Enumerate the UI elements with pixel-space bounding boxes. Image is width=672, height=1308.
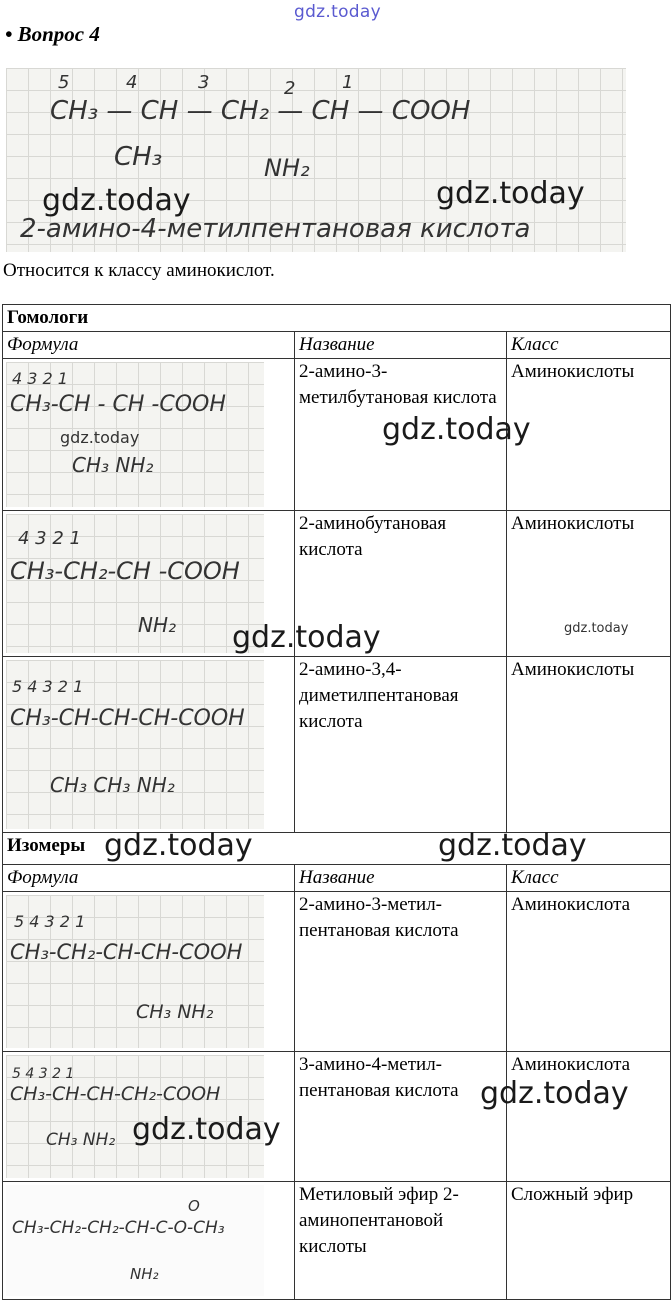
formula-substituents: CH₃ NH₂ [72, 453, 154, 477]
formula-main-chain: CH₃-CH-CH-CH₂-COOH [10, 1083, 221, 1105]
class-sentence: Относится к классу аминокислот. [3, 260, 275, 281]
watermark-row5: gdz.today [480, 1076, 629, 1111]
main-formula-branch-ch3: CH₃ [114, 142, 163, 172]
compound-name: 2-амино-3-метилбутановая кислота [295, 359, 507, 511]
compound-class: Сложный эфир [507, 1182, 671, 1300]
main-formula-branch-nh2: NH₂ [264, 154, 310, 182]
compound-name: Метиловый эфир 2-аминопентановой кислоты [295, 1182, 507, 1300]
col-class-header: Класс [507, 865, 671, 892]
watermark-isomers-right: gdz.today [438, 828, 587, 863]
formula-image [3, 1182, 295, 1300]
col-name-header: Название [295, 865, 507, 892]
formula-main-chain: CH₃-CH₂-CH₂-CH-C-O-CH₃ [12, 1218, 225, 1238]
compound-class: Аминокислоты [507, 511, 671, 657]
main-formula-carbon-2: 2 [284, 78, 296, 99]
main-formula-carbon-3: 3 [198, 72, 210, 93]
formula-substituents: CH₃ CH₃ NH₂ [50, 773, 175, 797]
formula-main-chain: CH₃-CH₂-CH-CH-COOH [10, 940, 243, 964]
formula-numbers: 4 3 2 1 [12, 369, 68, 388]
formula-main-chain: CH₃-CH-CH-CH-COOH [10, 706, 245, 731]
formula-image [3, 359, 295, 511]
watermark-row1: gdz.today [382, 412, 531, 447]
formula-numbers: 5 4 3 2 1 [14, 912, 86, 931]
col-formula-header: Формула [3, 865, 295, 892]
main-formula-carbon-4: 4 [126, 72, 138, 93]
table-row [3, 1182, 671, 1300]
col-class-header: Класс [507, 332, 671, 359]
main-formula-carbon-1: 1 [342, 72, 354, 93]
main-formula-name: 2-амино-4-метилпентановая кислота [20, 214, 531, 244]
table-header-row [3, 332, 671, 359]
formula-image [3, 892, 295, 1052]
watermark-top: gdz.today [294, 2, 381, 22]
formula-numbers: 5 4 3 2 1 [12, 1066, 75, 1082]
col-name-header: Название [295, 332, 507, 359]
compound-name: 2-амино-3,4-диметилпентановая кислота [295, 657, 507, 833]
formula-main-chain: CH₃-CH₂-CH -COOH [10, 557, 240, 585]
homologs-isomers-table [2, 304, 671, 1300]
col-formula-header: Формула [3, 332, 295, 359]
watermark-small: gdz.today [564, 621, 629, 636]
compound-name: 2-амино-3-метил-пентановая кислота [295, 892, 507, 1052]
table-row [3, 892, 671, 1052]
compound-class: Аминокислоты [507, 657, 671, 833]
homologs-section-header: Гомологи [3, 305, 671, 332]
compound-class: Аминокислота [507, 892, 671, 1052]
formula-substituents: NH₂ [130, 1265, 159, 1283]
formula-numbers: 5 4 3 2 1 [12, 677, 84, 696]
watermark-isomers-left: gdz.today [104, 828, 253, 863]
watermark-small: gdz.today [60, 428, 140, 447]
formula-image [3, 657, 295, 833]
main-formula-image [6, 68, 626, 252]
compound-class: Аминокислота [507, 1052, 671, 1182]
formula-carbonyl-oxygen: O [188, 1197, 200, 1215]
isomers-section-header: Изомеры [3, 833, 671, 865]
formula-numbers: 4 3 2 1 [18, 528, 81, 549]
main-formula-carbon-5: 5 [58, 72, 70, 93]
table-row [3, 1052, 671, 1182]
compound-name: 3-амино-4-метил-пентановая кислота [295, 1052, 507, 1182]
compound-class: Аминокислоты [507, 359, 671, 511]
compound-name: 2-аминобутановая кислота [295, 511, 507, 657]
formula-substituents: CH₃ NH₂ [136, 1001, 214, 1023]
formula-substituents: CH₃ NH₂ [46, 1130, 116, 1150]
question-heading: • Вопрос 4 [5, 22, 100, 46]
watermark-right: gdz.today [436, 176, 585, 211]
watermark-left: gdz.today [42, 183, 191, 218]
main-formula-chain: CH₃ — CH — CH₂ — CH — COOH [50, 96, 471, 126]
watermark-row2: gdz.today [232, 620, 381, 655]
table-header-row [3, 865, 671, 892]
watermark-row5-left: gdz.today [132, 1112, 281, 1147]
formula-substituents: NH₂ [138, 613, 177, 637]
formula-main-chain: CH₃-CH - CH -COOH [10, 392, 226, 417]
table-row [3, 657, 671, 833]
